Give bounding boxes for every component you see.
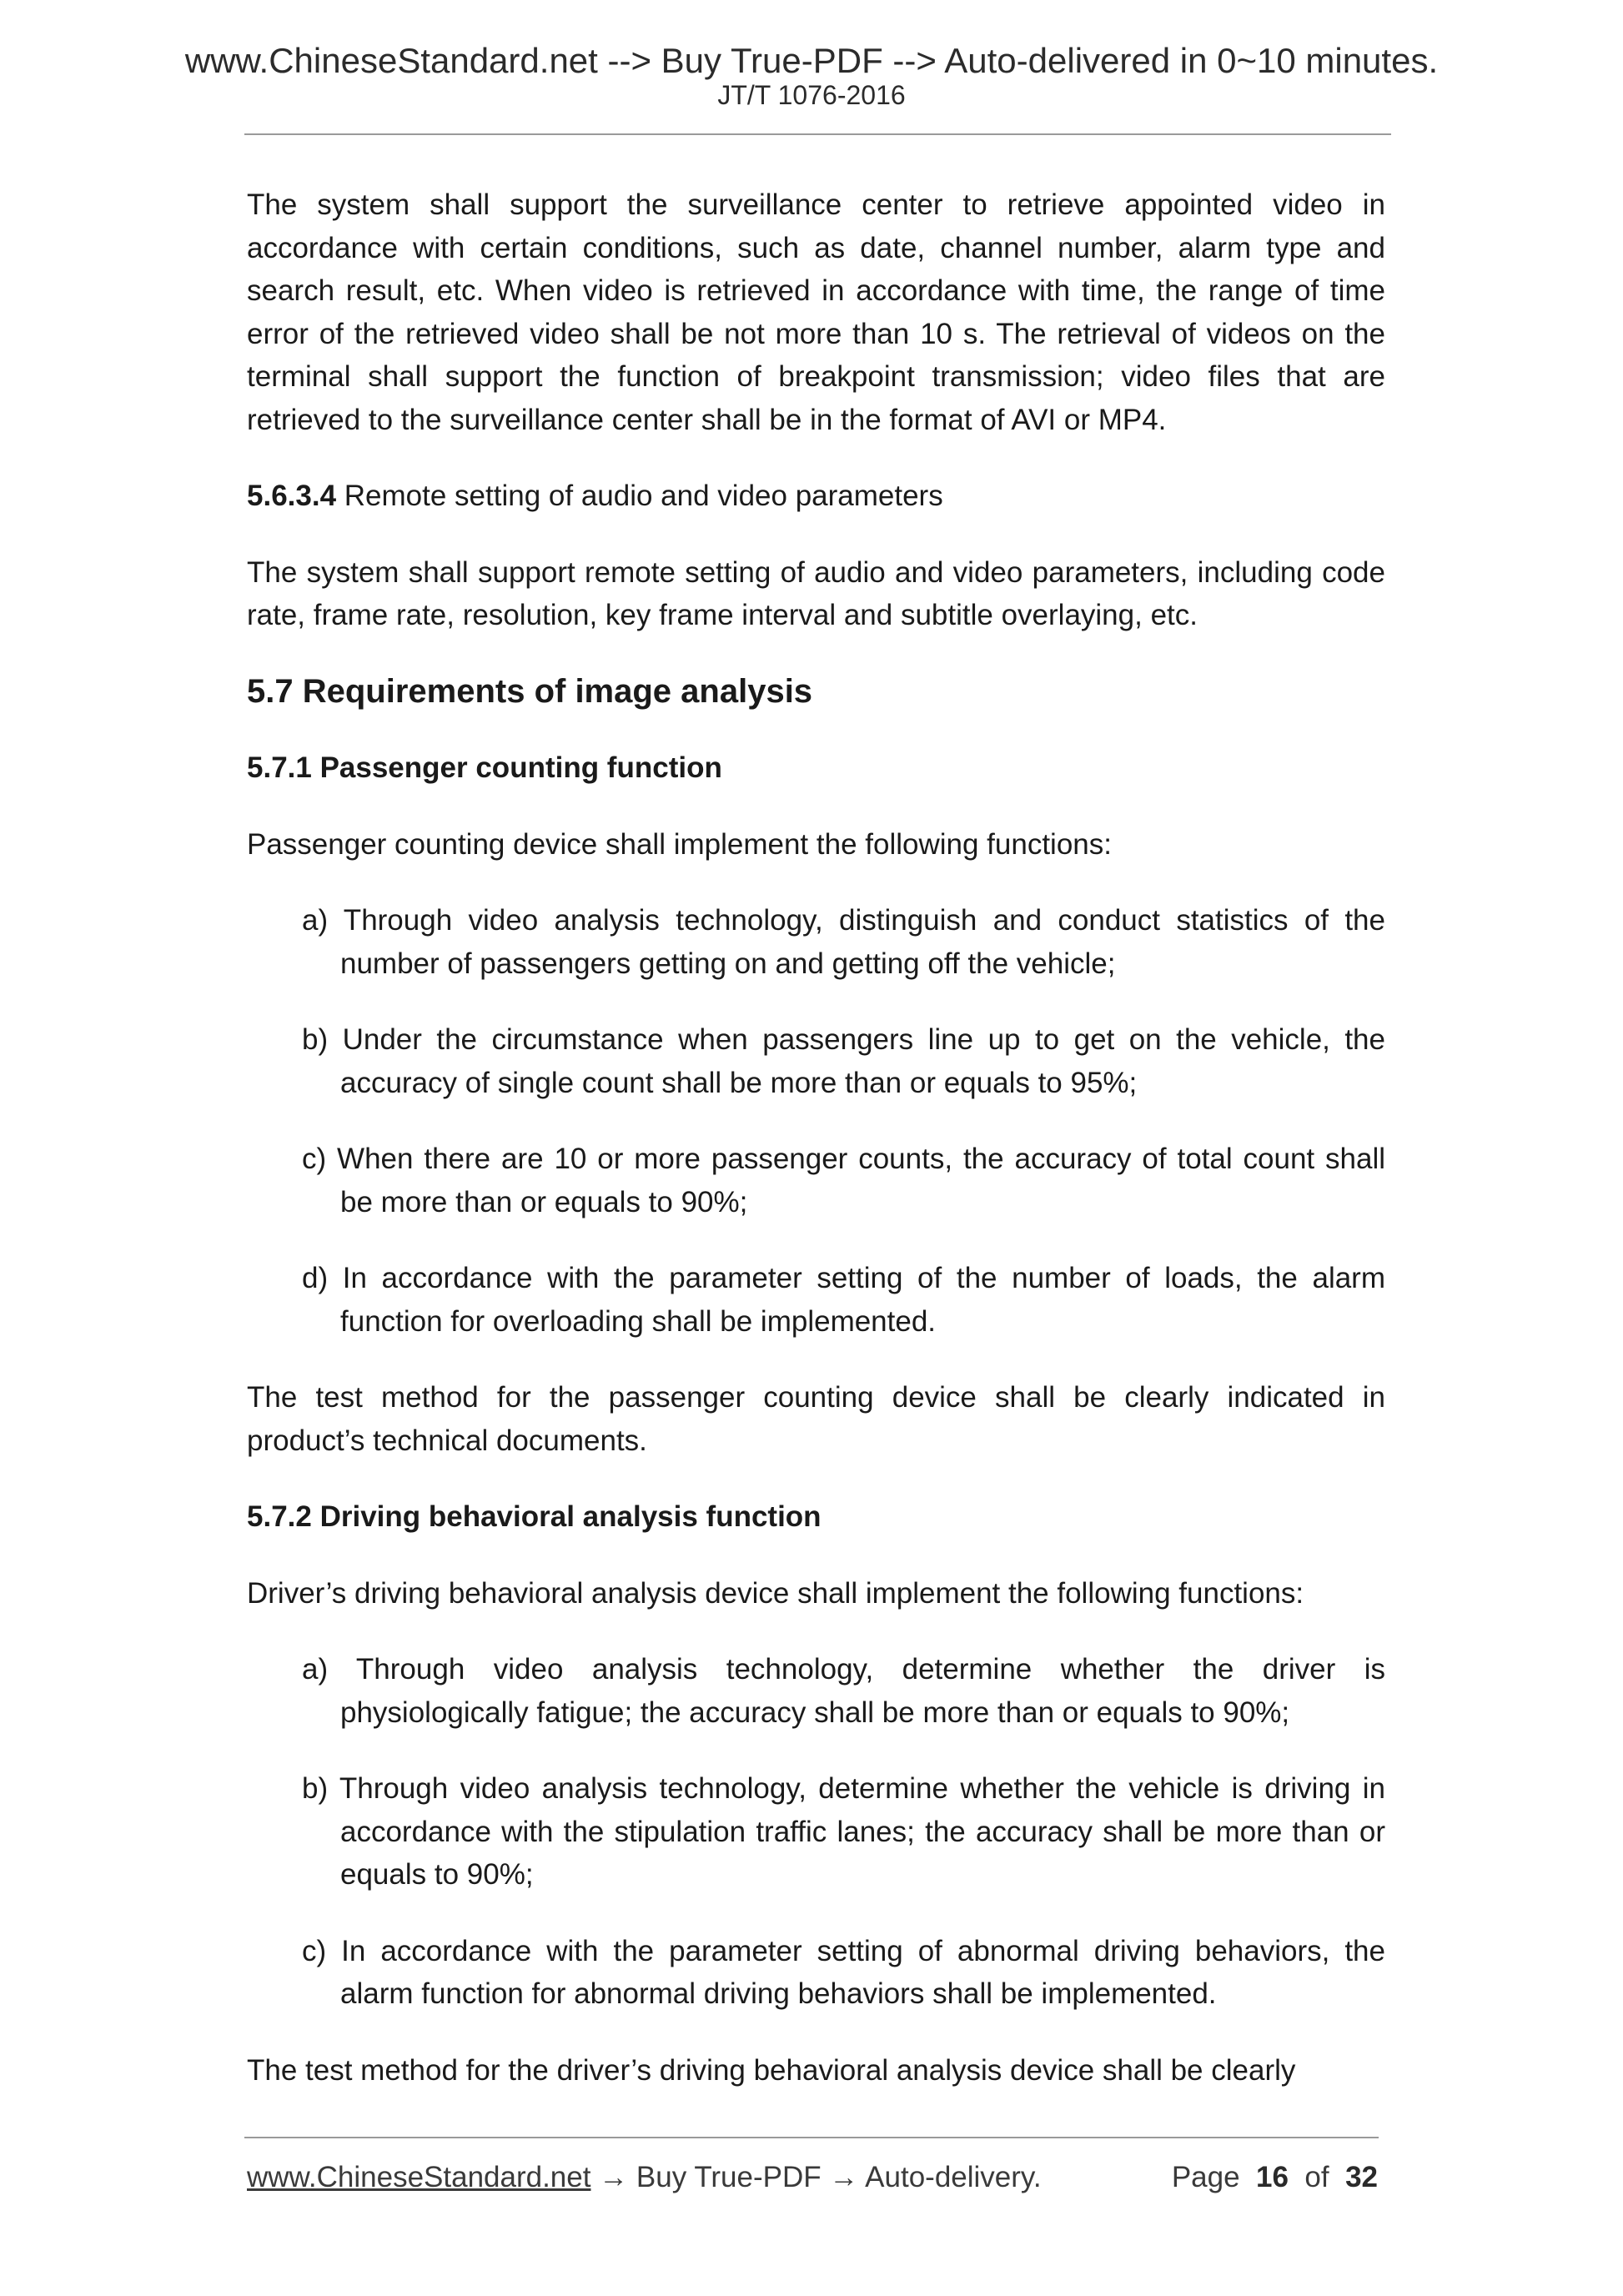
section-5-7-1-intro: Passenger counting device shall implement the following functions: (247, 827, 1112, 861)
page-total: 32 (1345, 2161, 1378, 2193)
footer-website-link[interactable]: www.ChineseStandard.net (247, 2161, 591, 2193)
page-label: Page (1171, 2161, 1240, 2193)
clause-title: Remote setting of audio and video parameters (344, 480, 943, 512)
page-footer (247, 2158, 1385, 2197)
page-content (247, 183, 1385, 2092)
of-label: of (1304, 2161, 1329, 2193)
list-item: b) Under the circumstance when passengers line up to get on the vehicle, the accuracy of single count shall be more than or equals to 95%; (302, 1023, 1385, 1099)
section-5-7-2-heading: 5.7.2 Driving behavioral analysis function (247, 1500, 822, 1533)
footer-text: → Buy True-PDF → Auto-delivery. (590, 2161, 1042, 2193)
list-item: c) In accordance with the parameter setting of abnormal driving behaviors, the alarm function for abnormal driving behaviors shall be implemented. (302, 1934, 1385, 2010)
clause-5-6-3-4-paragraph: The system shall support remote setting of audio and video parameters, including code rate, frame rate, resolution, key frame interval and subtitle overlaying, etc. (247, 555, 1385, 631)
clause-number: 5.6.3.4 (247, 480, 337, 512)
passenger-counting-list (247, 899, 1385, 1343)
driving-behavior-list (247, 1648, 1385, 2016)
list-item: c) When there are 10 or more passenger counts, the accuracy of total count shall be more than or equals to 90%; (302, 1143, 1385, 1218)
clause-5-6-3-4-heading (247, 475, 1385, 518)
list-item: a) Through video analysis technology, distinguish and conduct statistics of the number of passengers getting on and getting off the vehicle; (302, 904, 1385, 980)
page-current: 16 (1256, 2161, 1289, 2193)
list-item: a) Through video analysis technology, determine whether the driver is physiologically fatigue; the accuracy shall be more than or equals to 90%; (302, 1653, 1385, 1729)
list-item: b) Through video analysis technology, determine whether the vehicle is driving in accordance with the stipulation traffic lanes; the accuracy shall be more than or equals to 90%; (302, 1772, 1385, 1891)
top-banner: www.ChineseStandard.net --> Buy True-PDF --> Auto-delivered in 0~10 minutes. (184, 41, 1439, 80)
section-5-7-heading: 5.7 Requirements of image analysis (247, 672, 813, 710)
document-code: JT/T 1076-2016 (717, 80, 906, 110)
section-5-7-2-outro: The test method for the driver’s driving behavioral analysis device shall be clearly (247, 2053, 1296, 2087)
list-item: d) In accordance with the parameter setting of the number of loads, the alarm function for overloading shall be implemented. (302, 1262, 1385, 1338)
header-divider (244, 133, 1391, 135)
section-5-7-1-outro: The test method for the passenger counting device shall be clearly indicated in product’s technical documents. (247, 1381, 1385, 1457)
intro-paragraph: The system shall support the surveillance center to retrieve appointed video in accordance with certain conditions, such as date, channel number, alarm type and search result, etc. When video is retrieved in accordance with time, the range of time error of the retrieved video shall be not more than 10 s. The retrieval of videos on the terminal shall support the function of breakpoint transmission; video files that are retrieved to the surveillance center shall be in the format of AVI or MP4. (247, 188, 1385, 436)
page-number (1172, 2158, 1378, 2197)
section-5-7-2-intro: Driver’s driving behavioral analysis device shall implement the following functions: (247, 1576, 1304, 1610)
footer-divider (244, 2137, 1379, 2138)
section-5-7-1-heading: 5.7.1 Passenger counting function (247, 751, 722, 784)
